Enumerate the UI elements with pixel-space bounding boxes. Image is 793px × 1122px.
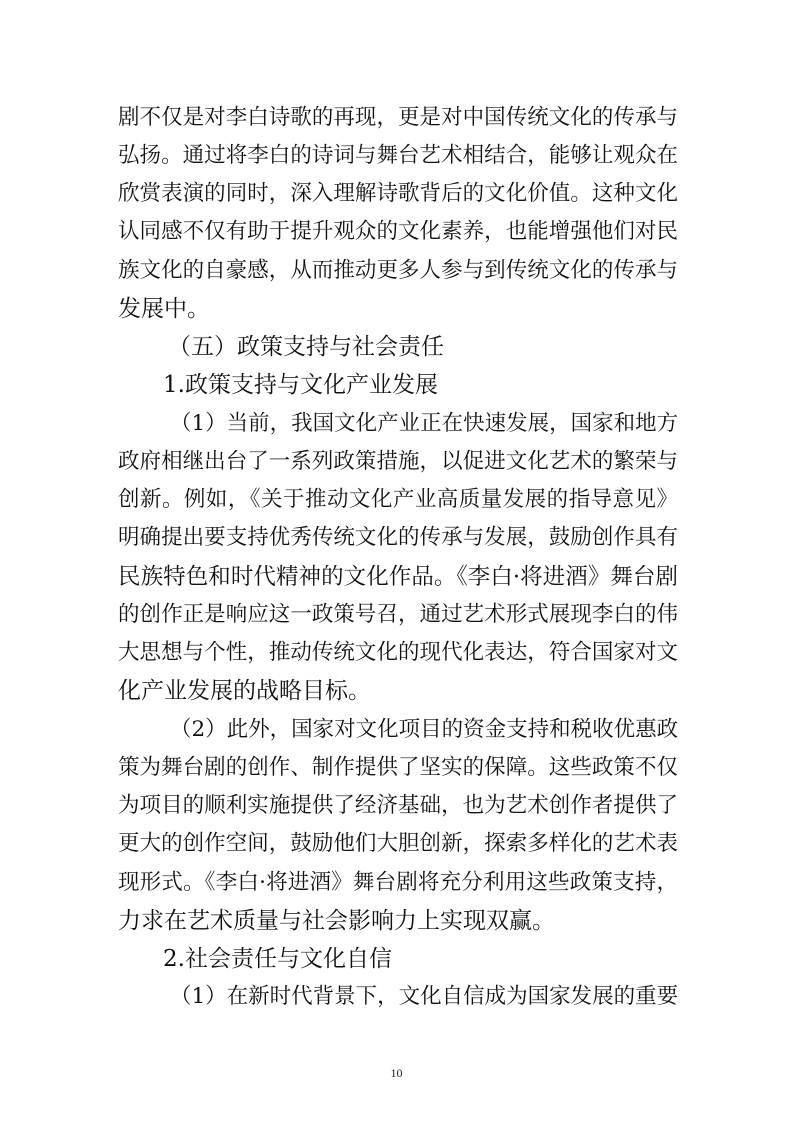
text-line: 剧不仅是对李白诗歌的再现，更是对中国传统文化的传承与 xyxy=(118,105,678,130)
text-line: 弘扬。通过将李白的诗词与舞台艺术相结合，能够让观众在 xyxy=(118,143,678,168)
text-line: 欣赏表演的同时，深入理解诗歌背后的文化价值。这种文化 xyxy=(118,181,678,206)
text-line: 族文化的自豪感，从而推动更多人参与到传统文化的传承与 xyxy=(118,258,678,283)
text-line: 大思想与个性，推动传统文化的现代化表达，符合国家对文 xyxy=(118,640,678,665)
text-line: （1）当前，我国文化产业正在快速发展，国家和地方 xyxy=(170,411,679,436)
section-heading: （五）政策支持与社会责任 xyxy=(168,334,444,360)
text-line: 策为舞台剧的创作、制作提供了坚实的保障。这些政策不仅 xyxy=(118,755,678,780)
subsection-heading: 2.社会责任与文化自信 xyxy=(163,946,392,972)
text-line: （1）在新时代背景下，文化自信成为国家发展的重要 xyxy=(170,984,679,1009)
subsection-heading: 1.政策支持与文化产业发展 xyxy=(163,372,438,398)
page-number: 10 xyxy=(390,1066,403,1080)
text-line: 政府相继出台了一系列政策措施，以促进文化艺术的繁荣与 xyxy=(118,449,678,474)
text-line: 明确提出要支持优秀传统文化的传承与发展，鼓励创作具有 xyxy=(118,525,678,550)
text-line: 现形式。《李白·将进酒》舞台剧将充分利用这些政策支持， xyxy=(118,870,678,895)
text-line: 民族特色和时代精神的文化作品。《李白·将进酒》舞台剧 xyxy=(118,564,678,590)
text-line: 为项目的顺利实施提供了经济基础，也为艺术创作者提供了 xyxy=(118,793,678,818)
text-line: （2）此外，国家对文化项目的资金支持和税收优惠政 xyxy=(170,717,679,742)
text-line: 力求在艺术质量与社会影响力上实现双赢。 xyxy=(118,908,555,934)
text-line: 的创作正是响应这一政策号召，通过艺术形式展现李白的伟 xyxy=(118,602,678,627)
text-line: 发展中。 xyxy=(118,296,210,322)
text-line: 化产业发展的战略目标。 xyxy=(118,678,371,704)
text-line: 更大的创作空间，鼓励他们大胆创新，探索多样化的艺术表 xyxy=(118,831,678,856)
text-line: 创新。例如，《关于推动文化产业高质量发展的指导意见》 xyxy=(118,487,678,512)
text-line: 认同感不仅有助于提升观众的文化素养，也能增强他们对民 xyxy=(118,219,678,244)
